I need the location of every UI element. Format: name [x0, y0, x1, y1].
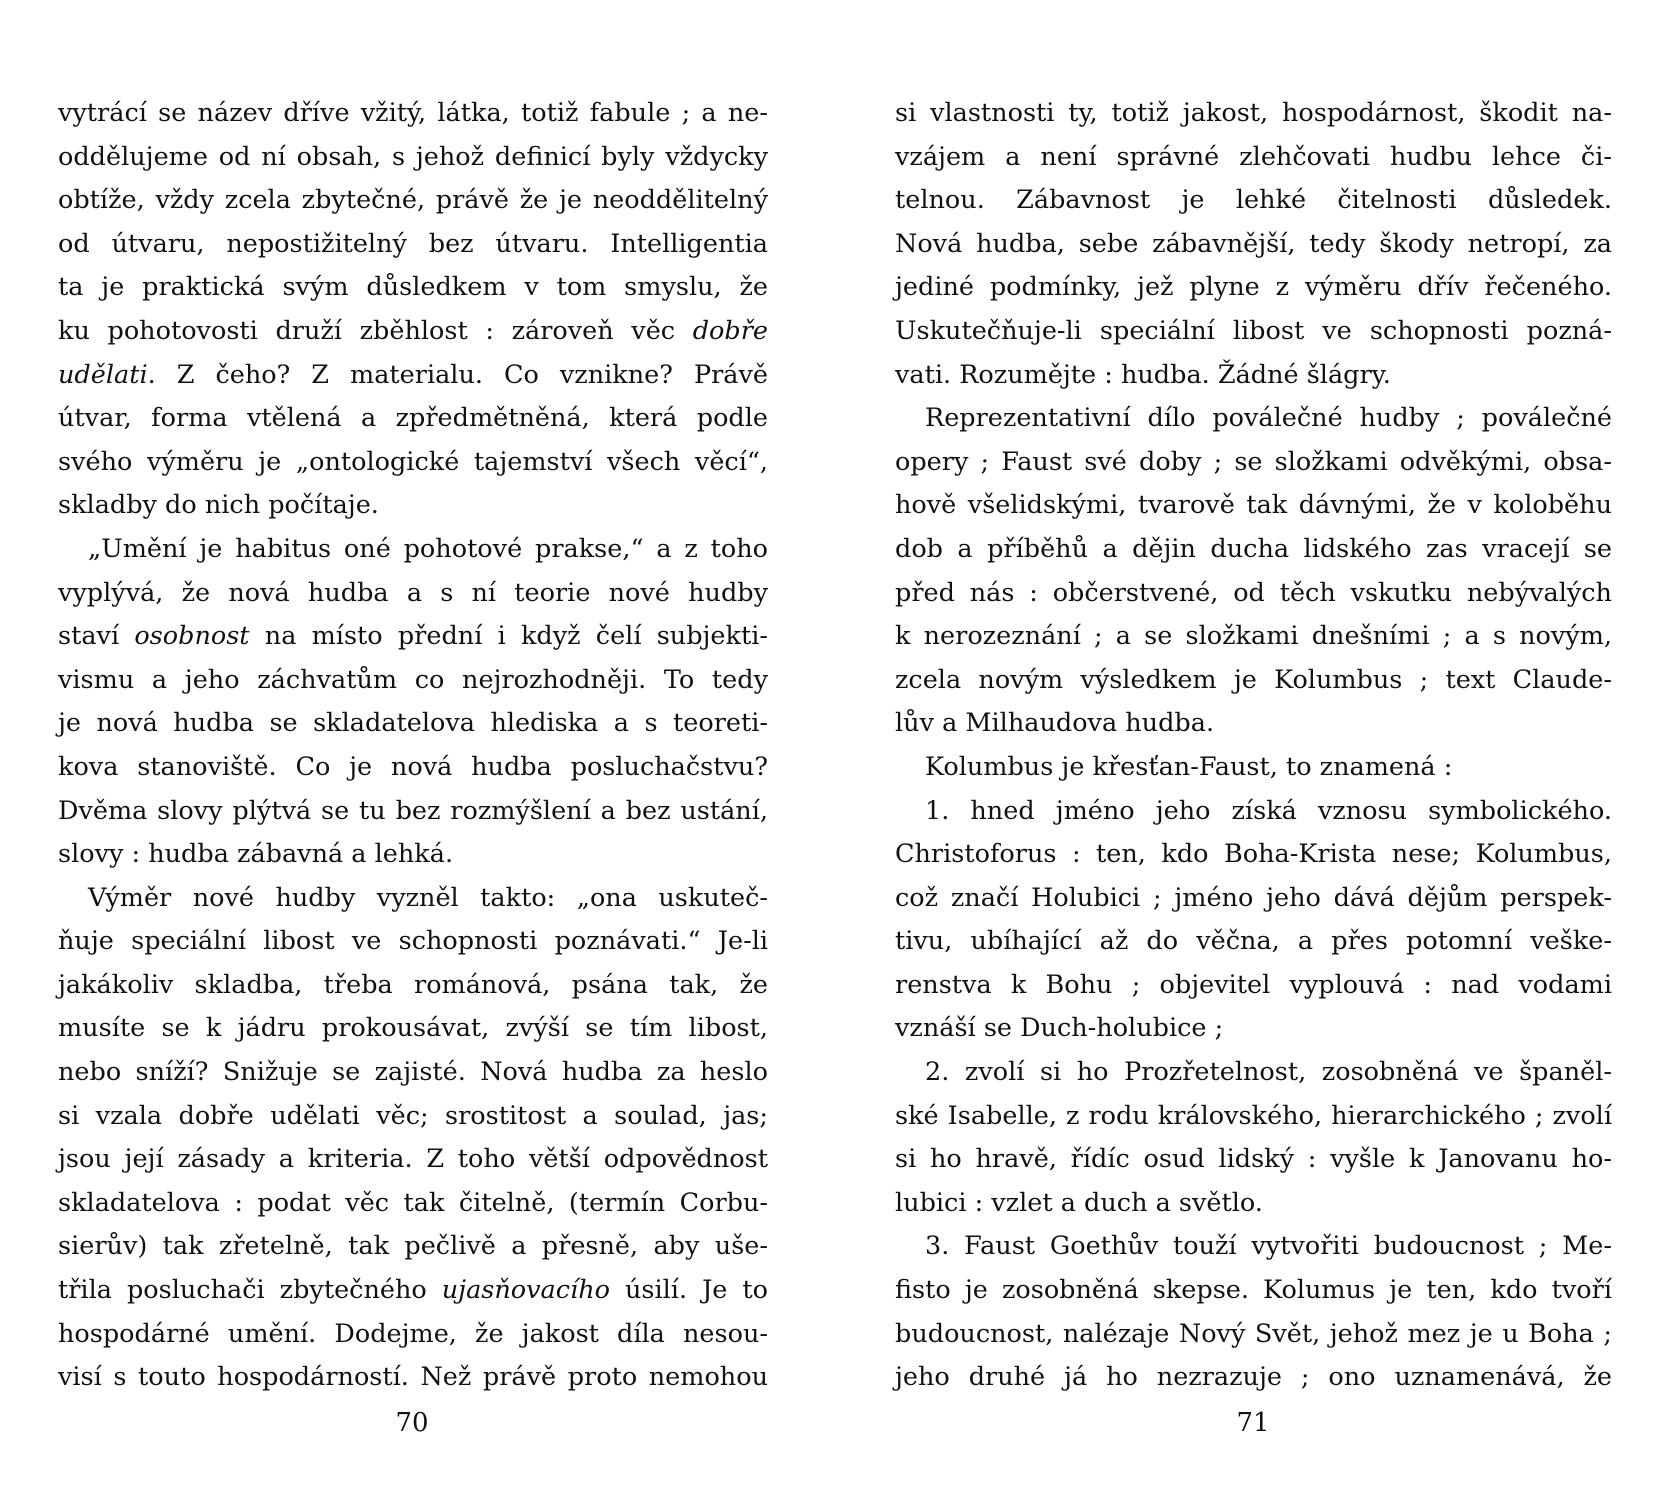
text-line: nebo sníží? Snižuje se zajisté. Nová hudba za heslo: [58, 1057, 768, 1088]
text-line: „Umění je habitus oné pohotové prakse,“ a z toho: [88, 533, 768, 564]
text-line: musíte se k jádru prokousávat, zvýší se tím libost,: [58, 1013, 768, 1044]
text-segment: . Z čeho? Z materialu. Co vznikne? Právě: [147, 359, 768, 390]
text-line: obtíže, vždy zcela zbytečné, právě že je neoddělitelný: [58, 185, 768, 216]
text-line: Dvěma slovy plýtvá se tu bez rozmýšlení a bez ustání,: [58, 795, 768, 826]
text-line: Reprezentativní dílo poválečné hudby ; poválečné: [925, 403, 1612, 434]
text-line: jeho druhé já ho nezrazuje ; ono uznamenává, že: [895, 1362, 1612, 1393]
text-line: renstva k Bohu ; objevitel vyplouvá : nad vodami: [895, 969, 1612, 1000]
text-line: visí s touto hospodárností. Než právě proto nemohou: [58, 1362, 768, 1393]
text-line: sierův) tak zřetelně, tak pečlivě a přesně, aby uše-: [58, 1231, 768, 1262]
text-line: svého výměru je „ontologické tajemství všech věcí“,: [58, 446, 768, 477]
text-line: si vlastnosti ty, totiž jakost, hospodárnost, škodit na-: [895, 98, 1612, 128]
text-line: vyplývá, že nová hudba a s ní teorie nové hudby: [58, 577, 768, 608]
left-page-body: [58, 92, 768, 1400]
text-segment: staví: [58, 621, 135, 652]
text-line: od útvaru, nepostižitelný bez útvaru. Intelligentia: [58, 228, 768, 259]
text-line: Výměr nové hudby vyzněl takto: „ona uskuteč-: [88, 882, 768, 913]
text-line: jsou její zásady a kriteria. Z toho větší odpovědnost: [58, 1144, 768, 1175]
text-line: hospodárné umění. Dodejme, že jakost díla nesou-: [58, 1318, 768, 1349]
text-line: což značí Holubici ; jméno jeho dává dějům perspek-: [895, 882, 1612, 913]
text-line: vytrácí se název dříve vžitý, látka, totiž fabule ; a ne-: [58, 98, 768, 128]
text-line: ňuje speciální libost ve schopnosti poznávati.“ Je-li: [58, 926, 768, 957]
page-number-right: 71: [1236, 1408, 1270, 1438]
right-page-body: [895, 92, 1612, 1400]
text-line: [58, 615, 768, 659]
text-line: k nerozeznání ; a se složkami dnešními ; a s novým,: [895, 621, 1612, 652]
text-line: [58, 1269, 768, 1313]
text-line: dob a příběhů a dějin ducha lidského zas vracejí se: [895, 533, 1612, 564]
text-line: vznáší se Duch-holubice ;: [895, 1013, 1224, 1044]
text-line: [58, 354, 768, 398]
text-line: si ho hravě, řídíc osud lidský : vyšle k Janovanu ho-: [895, 1144, 1612, 1175]
text-line: oddělujeme od ní obsah, s jehož definicí byly vždycky: [58, 141, 768, 172]
text-line: Uskutečňuje-li speciální libost ve schopnosti pozná-: [895, 315, 1612, 346]
text-line: je nová hudba se skladatelova hlediska a s teoreti-: [58, 708, 768, 739]
text-line: [58, 310, 768, 354]
text-line: skladby do nich počítaje.: [58, 490, 379, 521]
italic-emphasis: dobře: [692, 315, 768, 346]
text-segment: úsilí. Je to: [609, 1275, 768, 1306]
text-line: skladatelova : podat věc tak čitelně, (termín Corbu-: [58, 1187, 768, 1218]
text-line: ské Isabelle, z rodu královského, hierarchického ; zvolí: [895, 1100, 1612, 1131]
text-line: ta je praktická svým důsledkem v tom smyslu, že: [58, 272, 768, 303]
text-line: hově všelidskými, tvarově tak dávnými, že v koloběhu: [895, 490, 1612, 521]
text-line: útvar, forma vtělená a zpředmětněná, která podle: [58, 403, 768, 434]
text-line: jediné podmínky, jež plyne z výměru dřív řečeného.: [895, 272, 1612, 303]
text-line: jakákoliv skladba, třeba románová, psána tak, že: [58, 969, 768, 1000]
text-line: Nová hudba, sebe zábavnější, tedy škody netropí, za: [895, 228, 1612, 259]
text-line: před nás : občerstvené, od těch vskutku nebývalých: [895, 577, 1612, 608]
text-line: fisto je zosobněná skepse. Kolumus je ten, kdo tvoří: [895, 1275, 1612, 1306]
text-line: lubici : vzlet a duch a světlo.: [895, 1187, 1263, 1218]
text-segment: ku pohotovosti druží zběhlost : zároveň věc: [58, 315, 693, 346]
text-line: Christoforus : ten, kdo Boha-Krista nese; Kolumbus,: [895, 839, 1612, 870]
page-number-left: 70: [395, 1408, 429, 1438]
text-line: opery ; Faust své doby ; se složkami odvěkými, obsa-: [895, 446, 1612, 477]
text-line: vzájem a není správné zlehčovati hudbu lehce či-: [895, 141, 1612, 172]
text-line: telnou. Zábavnost je lehké čitelnosti důsledek.: [895, 185, 1612, 216]
text-line: si vzala dobře udělati věc; srostitost a soulad, jas;: [58, 1100, 768, 1131]
text-line: tivu, ubíhající až do věčna, a přes potomní veške-: [895, 926, 1612, 957]
text-line: slovy : hudba zábavná a lehká.: [58, 839, 454, 870]
text-line: zcela novým výsledkem je Kolumbus ; text Claude-: [895, 664, 1612, 695]
text-line: 2. zvolí si ho Prozřetelnost, zosobněná ve španěl-: [925, 1057, 1612, 1088]
italic-emphasis: udělati: [58, 359, 148, 390]
text-line: budoucnost, nalézaje Nový Svět, jehož mez je u Boha ;: [895, 1318, 1612, 1349]
italic-emphasis: ujasňovacího: [441, 1275, 610, 1306]
text-segment: na místo přední i když čelí subjekti-: [249, 621, 768, 652]
text-line: lův a Milhaudova hudba.: [895, 708, 1215, 739]
italic-emphasis: osobnost: [134, 621, 250, 652]
text-line: vati. Rozumějte : hudba. Žádné šlágry.: [895, 359, 1391, 390]
text-line: vismu a jeho záchvatům co nejrozhodněji. To tedy: [58, 664, 768, 695]
text-line: Kolumbus je křesťan-Faust, to znamená :: [925, 751, 1453, 782]
text-line: 3. Faust Goethův touží vytvořiti budoucnost ; Me-: [925, 1231, 1612, 1262]
text-segment: třila posluchači zbytečného: [58, 1275, 442, 1306]
text-line: kova stanoviště. Co je nová hudba posluchačstvu?: [58, 751, 768, 782]
text-line: 1. hned jméno jeho získá vznosu symbolického.: [925, 795, 1612, 826]
